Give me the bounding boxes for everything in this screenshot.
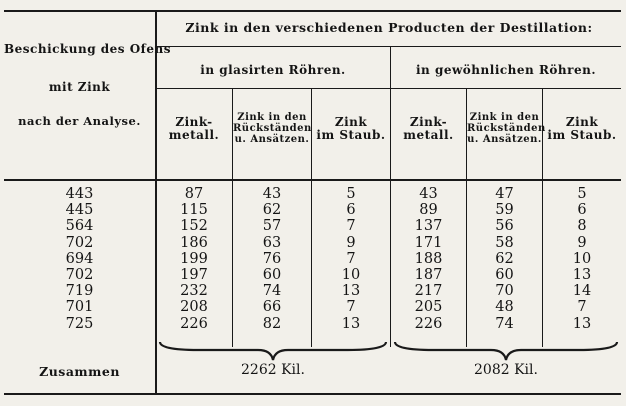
ordinary-dust-header: Zink im Staub. [547, 115, 617, 142]
cell: 197 [180, 266, 208, 283]
cell: 74 [262, 283, 282, 300]
cell: 48 [495, 299, 514, 316]
group-underline [155, 88, 621, 89]
cell: 9 [577, 234, 587, 251]
ordinary-residue-column [467, 186, 542, 332]
cell: 9 [346, 234, 356, 251]
cell: 82 [262, 315, 282, 332]
cell: 702 [65, 266, 94, 283]
cell: 208 [180, 299, 208, 316]
cell: 115 [180, 202, 208, 219]
ordinary-metal-header: Zink- metall. [403, 115, 454, 142]
left-title-line3: nach der Analyse. [18, 114, 141, 128]
cell: 57 [262, 218, 282, 235]
left-title-line1: Beschickung des Ofens [4, 42, 171, 56]
glazed-residue-column [233, 186, 311, 332]
cell: 7 [346, 250, 356, 267]
cell: 60 [262, 266, 282, 283]
cell: 74 [495, 315, 514, 332]
cell: 187 [414, 266, 443, 283]
group-glazed-title: in glasirten Röhren. [200, 63, 346, 77]
glazed-metal-column [156, 186, 232, 332]
cell: 13 [341, 315, 361, 332]
glazed-metal-header: Zink- metall. [168, 115, 220, 142]
cell: 186 [180, 234, 208, 251]
cell: 226 [180, 315, 208, 332]
cell: 58 [495, 234, 514, 251]
cell: 564 [65, 218, 94, 235]
cell: 89 [419, 202, 438, 219]
cell: 63 [262, 234, 282, 251]
cell: 7 [577, 299, 587, 316]
ordinary-total: 2082 Kil. [474, 362, 538, 378]
cell: 725 [65, 315, 94, 332]
totals-label: Zusammen [39, 364, 120, 379]
cell: 443 [65, 186, 94, 202]
cell: 137 [414, 218, 443, 235]
charge-column [4, 186, 155, 332]
ordinary-total-brace [393, 340, 619, 362]
cell: 56 [495, 218, 514, 235]
cell: 719 [65, 283, 94, 300]
cell: 5 [577, 186, 587, 202]
cell: 62 [495, 250, 514, 267]
cell: 14 [572, 283, 592, 300]
cell: 13 [341, 283, 361, 300]
cell: 87 [184, 186, 204, 202]
main-title: Zink in den verschiedenen Producten der Destillation: [185, 20, 593, 35]
header-bottom-rule [4, 179, 621, 181]
cell: 13 [572, 266, 592, 283]
cell: 199 [180, 250, 208, 267]
cell: 10 [341, 266, 361, 283]
table-top-rule [4, 10, 621, 12]
glazed-total: 2262 Kil. [241, 362, 305, 378]
cell: 76 [262, 250, 282, 267]
cell: 7 [346, 218, 356, 235]
cell: 59 [495, 202, 514, 219]
cell: 66 [262, 299, 282, 316]
cell: 152 [180, 218, 208, 235]
cell: 60 [495, 266, 514, 283]
ordinary-residue-header: Zink in den Rückständen u. Ansätzen. [467, 112, 546, 145]
cell: 6 [346, 202, 356, 219]
cell: 232 [180, 283, 208, 300]
glazed-dust-column [312, 186, 390, 332]
cell: 43 [419, 186, 438, 202]
group-ordinary-title: in gewöhnlichen Röhren. [415, 63, 596, 77]
cell: 10 [572, 250, 592, 267]
cell: 43 [262, 186, 282, 202]
cell: 62 [262, 202, 282, 219]
cell: 205 [414, 299, 443, 316]
cell: 445 [65, 202, 94, 219]
cell: 171 [414, 234, 443, 251]
table-bottom-rule [4, 393, 621, 395]
left-title-line2: mit Zink [48, 80, 111, 94]
glazed-total-brace [158, 340, 388, 362]
cell: 188 [414, 250, 443, 267]
cell: 7 [346, 299, 356, 316]
cell: 217 [414, 283, 443, 300]
ordinary-metal-column [391, 186, 466, 332]
cell: 70 [495, 283, 514, 300]
cell: 694 [65, 250, 94, 267]
cell: 13 [572, 315, 592, 332]
cell: 8 [577, 218, 587, 235]
cell: 226 [414, 315, 443, 332]
cell: 5 [346, 186, 356, 202]
cell: 702 [65, 234, 94, 251]
cell: 701 [65, 299, 94, 316]
ordinary-dust-column [543, 186, 621, 332]
cell: 47 [495, 186, 514, 202]
glazed-dust-header: Zink im Staub. [316, 115, 386, 142]
cell: 6 [577, 202, 587, 219]
title-underline [155, 46, 621, 47]
glazed-residue-header: Zink in den Rückständen u. Ansätzen. [233, 112, 312, 145]
